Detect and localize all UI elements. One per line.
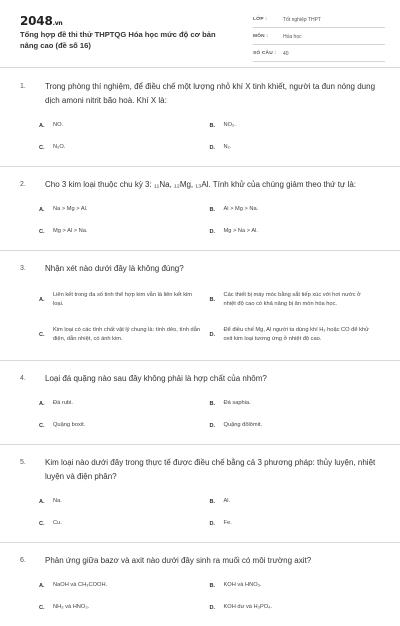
question-6-head — [20, 554, 380, 568]
meta-subject-value: Hóa học — [283, 34, 302, 40]
logo-main: 2048 — [20, 14, 53, 28]
option-text: N₂O. — [53, 144, 66, 150]
option-text: NO. — [53, 122, 64, 128]
option-letter: C. — [39, 422, 45, 429]
header — [0, 0, 400, 68]
meta-subject — [253, 31, 385, 45]
option-a[interactable] — [39, 581, 210, 590]
option-letter: A. — [39, 122, 45, 129]
option-a[interactable] — [39, 121, 210, 130]
question-6 — [0, 543, 400, 626]
option-row — [20, 514, 380, 533]
option-letter: C. — [39, 144, 45, 151]
question-4 — [0, 361, 400, 445]
option-text: N₂. — [223, 144, 232, 150]
option-c[interactable] — [39, 227, 210, 236]
option-a[interactable] — [39, 291, 210, 309]
option-d[interactable] — [210, 603, 381, 612]
question-2 — [0, 167, 400, 251]
question-5-head — [20, 456, 380, 484]
option-a[interactable] — [39, 497, 210, 506]
option-c[interactable] — [39, 603, 210, 612]
option-row — [20, 116, 380, 135]
option-d[interactable] — [210, 326, 381, 344]
option-text: Mg > Al > Na. — [53, 228, 88, 234]
option-letter: C. — [39, 520, 45, 527]
option-c[interactable] — [39, 519, 210, 528]
question-5-options — [20, 492, 380, 533]
option-letter: B. — [209, 498, 216, 505]
option-b[interactable] — [210, 497, 381, 506]
option-row — [20, 598, 380, 617]
question-number: 6. — [20, 557, 26, 564]
option-d[interactable] — [210, 519, 381, 528]
option-letter: A. — [39, 400, 45, 407]
option-b[interactable] — [210, 205, 381, 214]
question-1-options — [20, 116, 380, 157]
option-letter: D. — [209, 422, 216, 429]
option-letter: D. — [209, 228, 216, 235]
question-6-options — [20, 576, 380, 617]
option-c[interactable] — [39, 143, 210, 152]
option-text: Na > Mg > Al. — [53, 206, 88, 212]
question-number: 4. — [20, 375, 26, 382]
option-row — [20, 492, 380, 511]
option-text: Các thiết bị máy móc bằng sắt tiếp xúc với hơi nước ở nhiệt độ cao có khả năng bị ăn mòn hóa học. — [223, 292, 361, 307]
option-text: Quặng đôlômit. — [223, 422, 263, 428]
option-letter: A. — [39, 498, 45, 505]
question-text: Loại đá quặng nào sau đây không phải là hợp chất của nhôm? — [45, 374, 267, 383]
option-letter: B. — [209, 297, 216, 303]
question-number: 5. — [20, 459, 26, 466]
question-5 — [0, 445, 400, 543]
question-2-head — [20, 178, 380, 192]
option-letter: B. — [209, 122, 216, 129]
option-c[interactable] — [39, 421, 210, 430]
option-letter: C. — [39, 332, 45, 338]
meta-count-value: 40 — [283, 51, 289, 57]
option-row — [20, 222, 380, 241]
option-row — [20, 576, 380, 595]
option-row — [20, 284, 380, 316]
option-b[interactable] — [210, 121, 381, 130]
question-1-head — [20, 80, 380, 108]
option-row — [20, 319, 380, 351]
option-b[interactable] — [210, 399, 381, 408]
option-row — [20, 200, 380, 219]
option-text: Mg > Na > Al. — [223, 228, 258, 234]
question-3-head — [20, 262, 380, 276]
option-text: Al > Mg > Na. — [223, 206, 259, 212]
question-2-options — [20, 200, 380, 241]
site-logo[interactable] — [20, 14, 62, 28]
option-text: Cu. — [53, 520, 62, 526]
question-4-head — [20, 372, 380, 386]
option-text: KOH dư và H₃PO₄. — [223, 604, 273, 610]
exam-meta — [253, 14, 385, 65]
question-text: Phản ứng giữa bazơ và axit nào dưới đây sinh ra muối có môi trường axit? — [45, 556, 312, 565]
option-text: Fe. — [223, 520, 232, 526]
meta-class-value: Tốt nghiệp THPT — [283, 17, 321, 23]
option-row — [20, 416, 380, 435]
option-letter: C. — [39, 604, 45, 611]
option-letter: D. — [209, 332, 216, 338]
question-number: 3. — [20, 265, 26, 272]
option-text: Kim loại có các tính chất vật lý chung là: tính dẻo, tính dẫn điện, dẫn nhiệt, có ánh kim. — [53, 327, 201, 342]
question-text: Nhận xét nào dưới đây là không đúng? — [45, 264, 184, 273]
question-text: Cho 3 kim loại thuộc chu kỳ 3: ₁₁Na, ₁₂Mg, ₁₃Al. Tính khử của chúng giảm theo thứ tự là: — [45, 180, 356, 189]
question-number: 2. — [20, 181, 26, 188]
option-a[interactable] — [39, 205, 210, 214]
option-a[interactable] — [39, 399, 210, 408]
option-text: Để điều chế Mg, Al người ta dùng khí H₂ hoặc CO để khử oxit kim loại tương ứng ở nhiệt độ cao. — [223, 327, 369, 342]
option-d[interactable] — [210, 227, 381, 236]
option-row — [20, 394, 380, 413]
option-letter: C. — [39, 228, 45, 235]
option-text: KOH và HNO₃. — [223, 582, 262, 588]
question-3-options — [20, 284, 380, 351]
question-text: Kim loại nào dưới đây trong thực tế được điều chế bằng cả 3 phương pháp: thủy luyện, nhiệt luyện và điện phân? — [45, 458, 376, 481]
question-3 — [0, 251, 400, 361]
option-text: Na. — [53, 498, 62, 504]
question-number: 1. — [20, 83, 26, 90]
exam-title: Tổng hợp đề thi thử THPTQG Hóa học mức độ cơ bản nâng cao (đề số 16) — [20, 30, 216, 50]
logo-suffix: .vn — [52, 20, 63, 27]
option-b[interactable] — [210, 291, 381, 309]
meta-subject-label: MÔN : — [253, 34, 269, 39]
question-4-options — [20, 394, 380, 435]
option-d[interactable] — [210, 421, 381, 430]
option-row — [20, 138, 380, 157]
option-text: NaOH và CH₃COOH. — [53, 582, 108, 588]
option-text: Quặng boxit. — [53, 422, 86, 428]
option-c[interactable] — [39, 326, 210, 344]
option-letter: D. — [209, 604, 216, 611]
option-b[interactable] — [210, 581, 381, 590]
meta-class — [253, 14, 385, 28]
option-d[interactable] — [210, 143, 381, 152]
question-list — [0, 69, 400, 626]
option-letter: A. — [39, 582, 45, 589]
option-letter: B. — [209, 206, 216, 213]
question-1 — [0, 69, 400, 167]
meta-class-label: LỚP : — [253, 17, 268, 22]
option-letter: A. — [39, 206, 45, 213]
option-text: NH₃ và HNO₃. — [53, 604, 90, 610]
option-text: Đá saphia. — [223, 400, 251, 406]
option-letter: D. — [209, 144, 216, 151]
option-text: Đá rubi. — [53, 400, 73, 406]
option-letter: B. — [209, 400, 216, 407]
option-letter: B. — [209, 582, 216, 589]
meta-count — [253, 48, 385, 62]
option-text: Al. — [223, 498, 231, 504]
question-text: Trong phòng thí nghiệm, để điều chế một lượng nhỏ khí X tinh khiết, người ta đun nóng dung dịch amoni nitrit bão hoà. Khí X là: — [45, 82, 376, 105]
option-letter: D. — [209, 520, 216, 527]
option-text: Liên kết trong đa số tinh thể hợp kim vẫn là liên kết kim loại. — [53, 292, 193, 307]
option-letter: A. — [39, 297, 45, 303]
option-text: NO₂. — [223, 122, 236, 128]
meta-count-label: SỐ CÂU : — [253, 51, 277, 56]
